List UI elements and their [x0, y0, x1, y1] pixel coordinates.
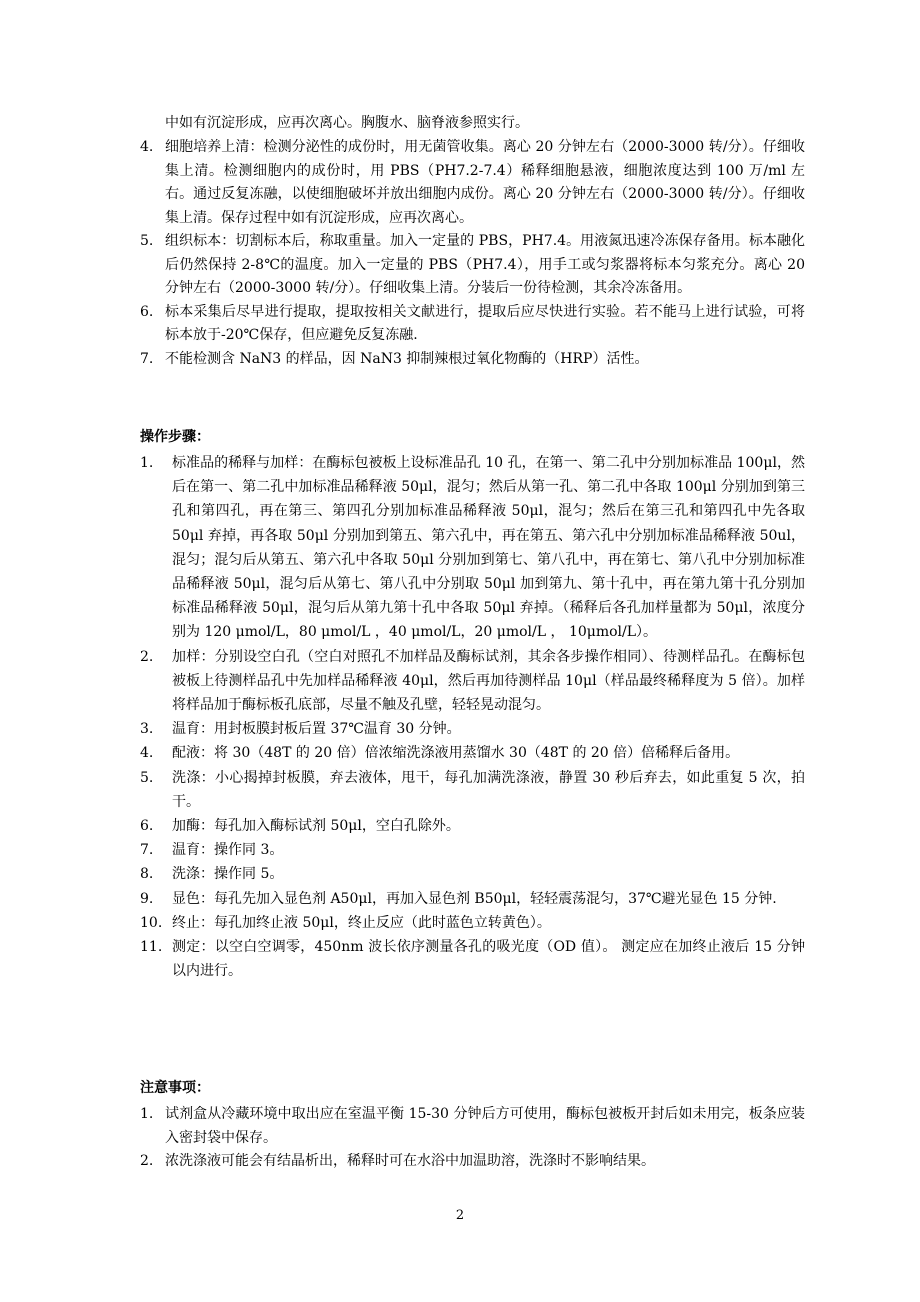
list-item: 7. 不能检测含 NaN3 的样品，因 NaN3 抑制辣根过氧化物酶的（HRP）活性。 — [140, 350, 649, 367]
list-item: 8. 洗涤：操作同 5。 — [140, 866, 284, 883]
sample-list — [140, 136, 805, 371]
page-number: 2 — [455, 1208, 465, 1223]
list-item: 10. 终止：每孔加终止液 50μl，终止反应（此时蓝色立转黄色）。 — [140, 914, 551, 931]
list-item: 9. 显色：每孔先加入显色剂 A50μl，再加入显色剂 B50μl，轻轻震荡混匀，37℃避光显色 15 分钟. — [140, 890, 777, 907]
list-item: 4. 细胞培养上清：检测分泌性的成份时，用无菌管收集。离心 20 分钟左右（2000-3000 转/分）。仔细收集上清。检测细胞内的成份时，用 PBS（PH7.2-7.4）稀释细胞悬液，细胞浓度达到 100 万/ml 左右。通过反复冻融，以使细胞破坏并放出细胞内成份。离心 20 分钟左右（2000-3000 转/分）。仔细收集上清。保存过程中如有沉淀形成，应再次离心。 — [140, 139, 805, 226]
list-item: 6. 标本采集后尽早进行提取，提取按相关文献进行，提取后应尽快进行实验。若不能马上进行试验，可将标本放于-20℃保存，但应避免反复冻融. — [140, 303, 805, 343]
continuation-text: 中如有沉淀形成，应再次离心。胸腹水、脑脊液参照实行。 — [165, 115, 529, 131]
list-item: 7. 温育：操作同 3。 — [140, 842, 284, 859]
procedure-list — [140, 451, 805, 983]
list-item: 5. 洗涤：小心揭掉封板膜，弃去液体，甩干，每孔加满洗涤液，静置 30 秒后弃去，如此重复 5 次，拍干。 — [140, 769, 805, 810]
list-item: 2. 浓洗涤液可能会有结晶析出，稀释时可在水浴中加温助溶，洗涤时不影响结果。 — [140, 1153, 655, 1169]
list-item: 2. 加样：分别设空白孔（空白对照孔不加样品及酶标试剂，其余各步操作相同）、待测样品孔。在酶标包被板上待测样品孔中先加样品稀释液 40μl，然后再加待测样品 10μl（样品最终稀释度为 5 倍）。加样将样品加于酶标板孔底部，尽量不触及孔壁，轻轻晃动混匀。 — [140, 648, 805, 714]
list-item: 6. 加酶：每孔加入酶标试剂 50μl，空白孔除外。 — [140, 818, 460, 835]
list-item: 11. 测定：以空白空调零，450nm 波长依序测量各孔的吸光度（OD 值）。 测定应在加终止液后 15 分钟以内进行。 — [140, 939, 805, 980]
list-item: 3. 温育：用封板膜封板后置 37℃温育 30 分钟。 — [140, 721, 461, 738]
list-item: 4. 配液：将 30（48T 的 20 倍）倍浓缩洗涤液用蒸馏水 30（48T 的 20 倍）倍稀释后备用。 — [140, 745, 740, 762]
list-item: 1. 试剂盒从冷藏环境中取出应在室温平衡 15-30 分钟后方可使用，酶标包被板开封后如未用完，板条应装入密封袋中保存。 — [140, 1106, 805, 1146]
list-item: 5. 组织标本：切割标本后，称取重量。加入一定量的 PBS，PH7.4。用液氮迅速冷冻保存备用。标本融化后仍然保持 2-8℃的温度。加入一定量的 PBS（PH7.4），用手工或匀浆器将标本匀浆充分。离心 20 分钟左右（2000-3000 转/分）。仔细收集上清。分装后一份待检测，其余冷冻备用。 — [140, 233, 805, 296]
notes-list — [140, 1103, 805, 1174]
procedure-heading: 操作步骤： — [140, 429, 210, 445]
notes-heading: 注意事项： — [140, 1080, 210, 1096]
list-item: 1. 标准品的稀释与加样：在酶标包被板上设标准品孔 10 孔，在第一、第二孔中分别加标准品 100μl，然后在第一、第二孔中加标准品稀释液 50μl，混匀；然后从第一孔、第二孔中各取 100μl 分别加到第三孔和第四孔，再在第三、第四孔分别加标准品稀释液 50μl，混匀；然后在第三孔和第四孔中先各取 50μl 弃掉，再各取 50μl 分别加到第五、第六孔中，再在第五、第六孔中分别加标准品稀释液 50ul，混匀；混匀后从第五、第六孔中各取 50μl 分别加到第七、第八孔中，再在第七、第八孔中分别加标准品稀释液 50μl，混匀后从第七、第八孔中分别取 50μl 加到第九、第十孔中，再在第九第十孔分别加标准品稀释液 50μl，混匀后从第九第十孔中各取 50μl 弃掉。（稀释后各孔加样量都为 50μl，浓度分别为 120 μmol/L，80 μmol/L ，40 μmol/L，20 μmol/L ， 10μmol/L）。 — [140, 455, 805, 641]
